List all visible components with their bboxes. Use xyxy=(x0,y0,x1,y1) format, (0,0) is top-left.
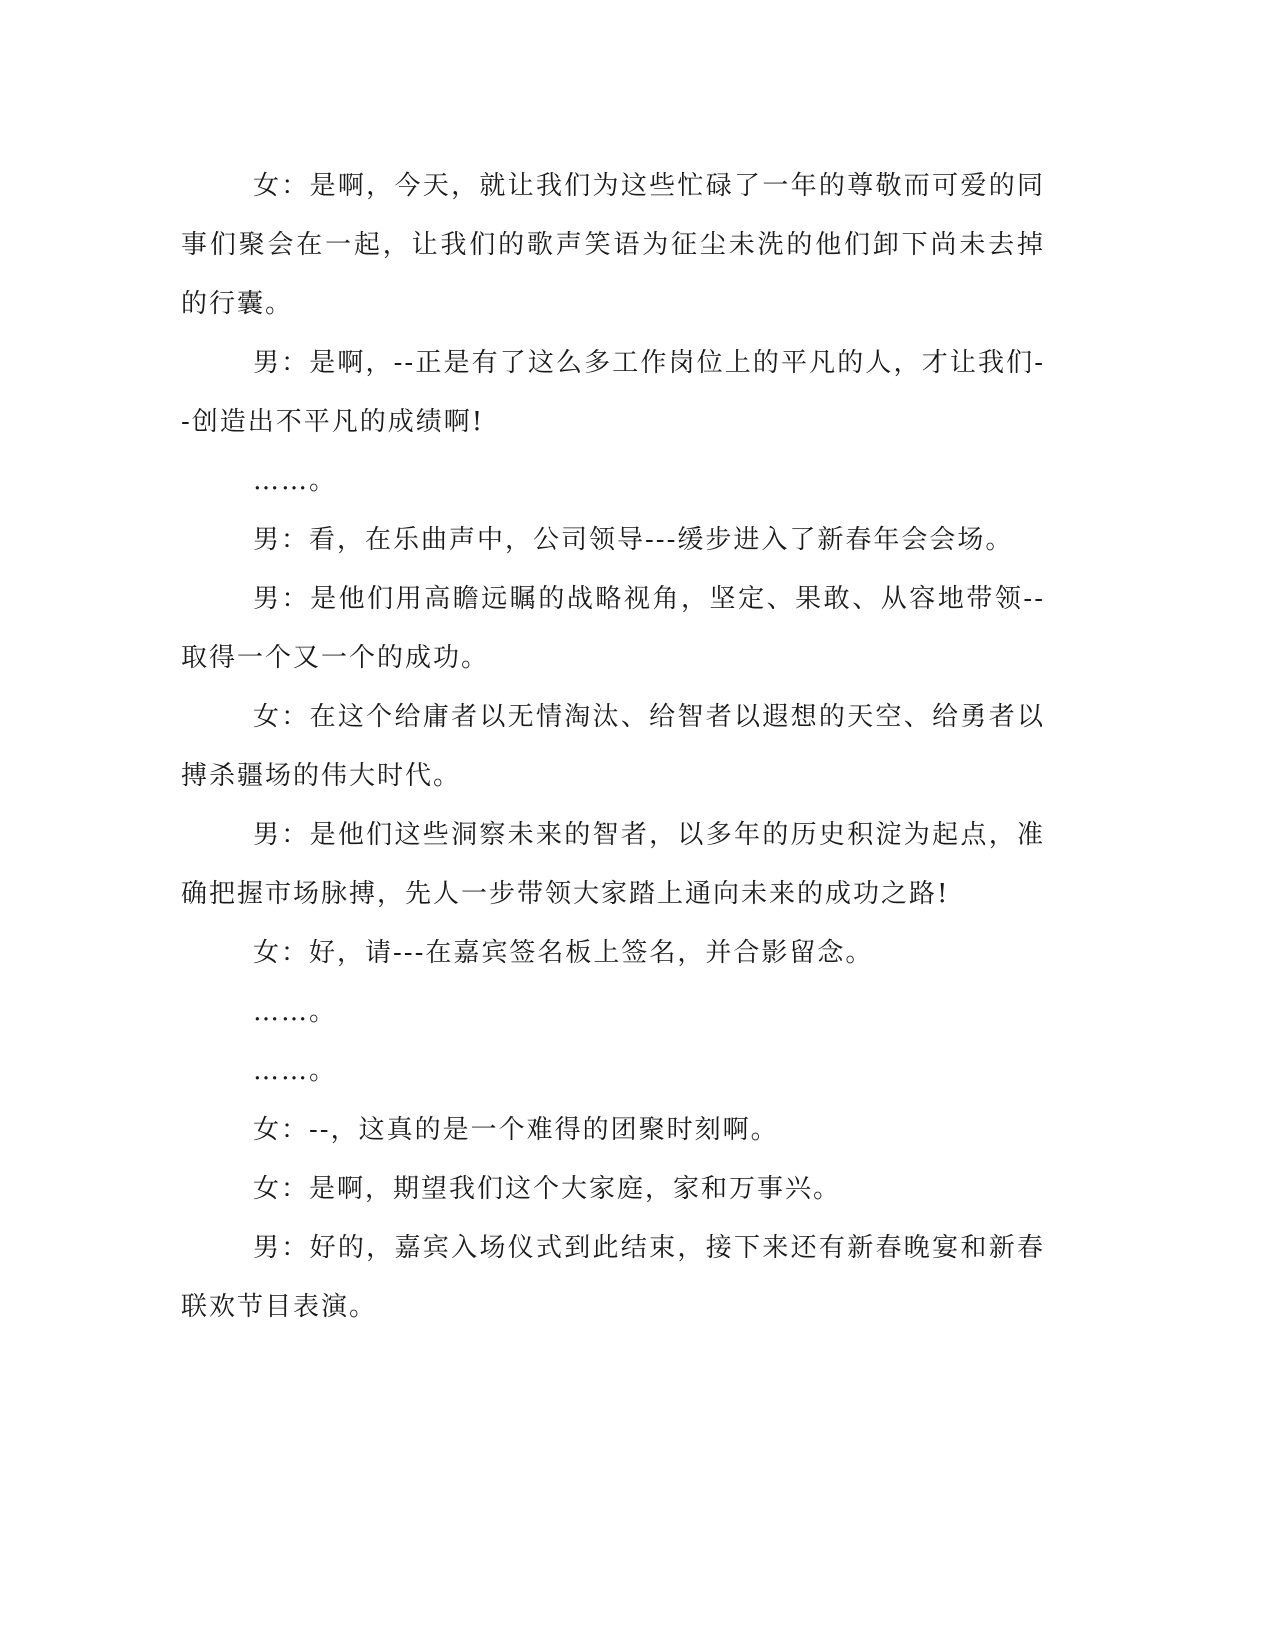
paragraph: ……。 xyxy=(253,1056,338,1086)
paragraph: 男：是啊，--正是有了这么多工作岗位上的平凡的人，才让我们--创造出不平凡的成绩啊! xyxy=(181,348,1045,437)
paragraph: 女：在这个给庸者以无情淘汰、给智者以遐想的天空、给勇者以搏杀疆场的伟大时代。 xyxy=(181,702,1045,791)
paragraph: 男：是他们用高瞻远瞩的战略视角，坚定、果敢、从容地带领--取得一个又一个的成功。 xyxy=(181,584,1045,673)
paragraph: ……。 xyxy=(253,466,338,496)
paragraph: 男：好的，嘉宾入场仪式到此结束，接下来还有新春晚宴和新春联欢节目表演。 xyxy=(181,1233,1045,1322)
document-body xyxy=(181,157,1045,1337)
paragraph: 女：好，请---在嘉宾签名板上签名，并合影留念。 xyxy=(253,938,874,968)
paragraph: 男：是他们这些洞察未来的智者，以多年的历史积淀为起点，准确把握市场脉搏，先人一步带领大家踏上通向未来的成功之路! xyxy=(181,820,1045,909)
paragraph: 女：是啊，期望我们这个大家庭，家和万事兴。 xyxy=(253,1174,842,1204)
paragraph: ……。 xyxy=(253,997,338,1027)
paragraph: 女：是啊，今天，就让我们为这些忙碌了一年的尊敬而可爱的同事们聚会在一起，让我们的歌声笑语为征尘未洗的他们卸下尚未去掉的行囊。 xyxy=(181,171,1045,319)
paragraph: 女：--，这真的是一个难得的团聚时刻啊。 xyxy=(253,1115,779,1145)
paragraph: 男：看，在乐曲声中，公司领导---缓步进入了新春年会会场。 xyxy=(253,525,1014,555)
